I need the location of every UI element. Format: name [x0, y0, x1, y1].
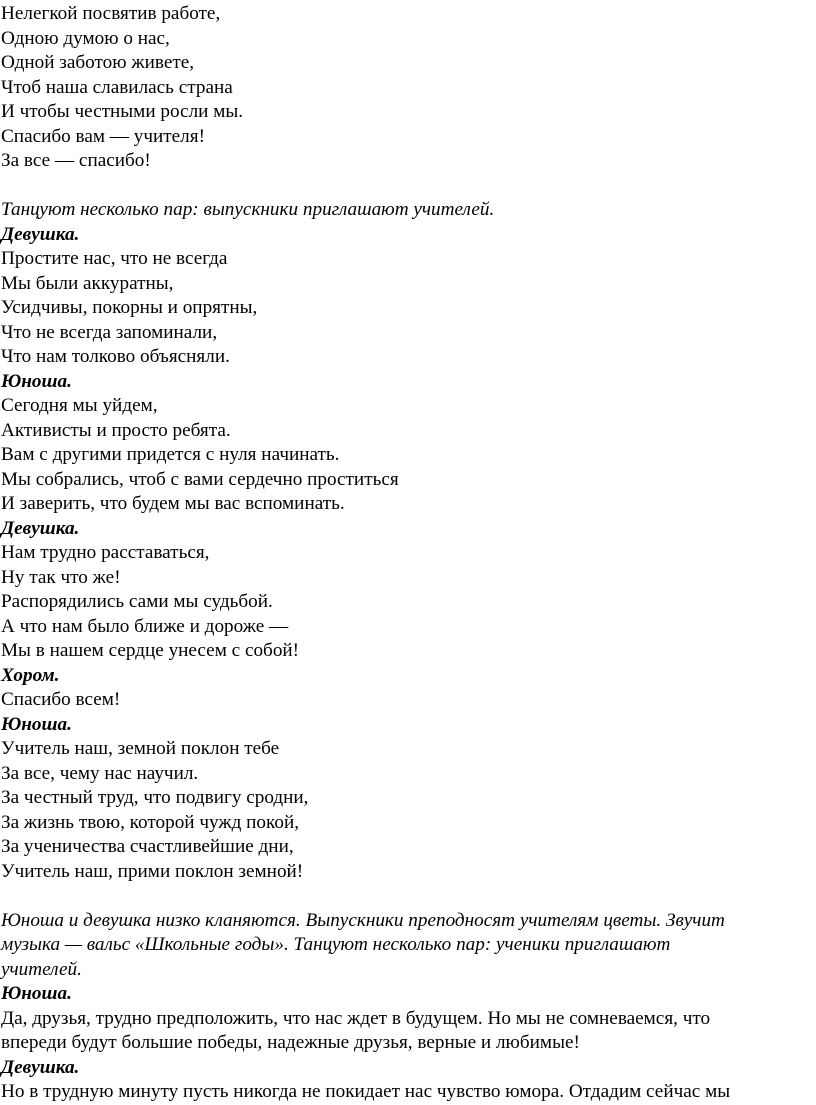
poem-verse-3: [1, 394, 813, 517]
verse-line: Что нам толково объясняли.: [1, 346, 230, 367]
verse-line: Что не всегда запоминали,: [1, 321, 218, 343]
verse-line: Ну так что же!: [1, 566, 121, 588]
verse-line: За ученичества счастливейшие дни,: [1, 836, 294, 857]
stage-direction-block: [1, 909, 813, 983]
verse-line: И заверить, что будем мы вас вспоминать.: [1, 493, 345, 514]
speaker-label: Юноша.: [1, 983, 72, 1004]
poem-verse-6: [1, 737, 813, 884]
verse-line: Активисты и просто ребята.: [1, 419, 231, 441]
document-page: [1, 0, 813, 1105]
verse-line: За жизнь твою, которой чужд покой,: [1, 811, 300, 833]
prose-line: впереди будут большие победы, надежные друзья, верные и любимые!: [1, 1032, 580, 1053]
speaker-label: Юноша.: [1, 370, 72, 392]
verse-line: Учитель наш, земной поклон тебе: [1, 738, 280, 759]
prose-line: Но в трудную минуту пусть никогда не покидает нас чувство юмора. Отдадим сейчас мы: [1, 1081, 731, 1102]
verse-line: Мы были аккуратны,: [1, 272, 174, 294]
poem-verse-1: [1, 2, 813, 174]
speaker-label: Хором.: [1, 664, 60, 686]
speaker-label: Юноша.: [1, 713, 72, 735]
verse-line: Одною думою о нас,: [1, 27, 170, 49]
poem-verse-4: [1, 541, 813, 664]
prose-paragraph-1: [1, 1007, 813, 1056]
stage-direction-line: Юноша и девушка низко кланяются. Выпускники преподносят учителям цветы. Звучит: [1, 909, 725, 931]
verse-line: Мы в нашем сердце унесем с собой!: [1, 640, 300, 661]
speaker-label: Девушка.: [1, 223, 80, 245]
verse-line: За все, чему нас научил.: [1, 762, 199, 784]
blank-line: [1, 884, 813, 909]
verse-line: Нелегкой посвятив работе,: [1, 3, 221, 24]
verse-line: Чтоб наша славилась страна: [1, 76, 233, 98]
verse-line: Усидчивы, покорны и опрятны,: [1, 297, 258, 318]
poem-verse-2: [1, 247, 813, 370]
prose-line: Да, друзья, трудно предположить, что нас ждет в будущем. Но мы не сомневаемся, что: [1, 1007, 711, 1029]
verse-line: Простите нас, что не всегда: [1, 248, 228, 269]
verse-line: Мы собрались, чтоб с вами сердечно проститься: [1, 468, 399, 490]
verse-line: Одной заботою живете,: [1, 52, 195, 73]
verse-line: За честный труд, что подвигу сродни,: [1, 787, 309, 808]
verse-line: А что нам было ближе и дороже —: [1, 615, 289, 637]
verse-line: За все — спасибо!: [1, 150, 151, 171]
verse-line: Вам с другими придется с нуля начинать.: [1, 444, 340, 465]
prose-paragraph-2: [1, 1080, 813, 1105]
verse-line: Сегодня мы уйдем,: [1, 395, 158, 416]
verse-line: Нам трудно расставаться,: [1, 542, 210, 563]
verse-line: Спасибо вам — учителя!: [1, 125, 205, 147]
verse-line: Учитель наш, прими поклон земной!: [1, 860, 304, 882]
verse-line: Спасибо всем!: [1, 689, 121, 710]
stage-direction: Танцуют несколько пар: выпускники приглашают учителей.: [1, 199, 495, 220]
verse-line: И чтобы честными росли мы.: [1, 101, 244, 122]
speaker-label: Девушка.: [1, 517, 80, 539]
stage-direction-line: музыка — вальс «Школьные годы». Танцуют несколько пар: ученики приглашают: [1, 934, 671, 955]
stage-direction-line: учителей.: [1, 958, 82, 980]
poem-verse-5: [1, 688, 813, 713]
verse-line: Распорядились сами мы судьбой.: [1, 591, 273, 612]
blank-line: [1, 174, 813, 199]
speaker-label: Девушка.: [1, 1056, 80, 1078]
